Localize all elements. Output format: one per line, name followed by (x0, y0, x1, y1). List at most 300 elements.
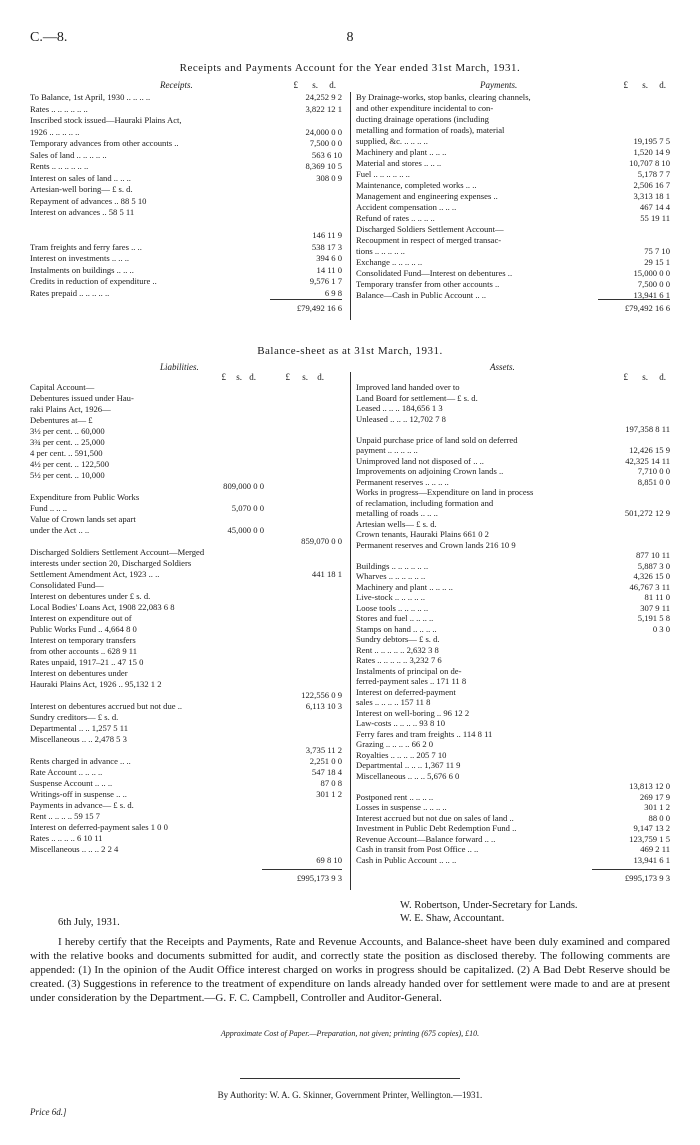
line-text: raki Plains Act, 1926— (30, 404, 111, 414)
receipts-total: £79,492 16 6 (296, 303, 342, 313)
payment-line (356, 158, 670, 168)
pounds-label: £ (623, 80, 628, 90)
asset-line (356, 666, 670, 676)
line-text: Public Works Fund .. 4,664 8 0 (30, 624, 137, 634)
line-amount: 46,767 3 11 (629, 581, 670, 592)
liability-line (30, 811, 342, 821)
line-amount: 1,520 14 9 (633, 147, 670, 157)
line-amount: 75 7 10 (644, 246, 670, 256)
line-text: Rates .. .. .. .. 6 10 11 (30, 833, 103, 843)
line-amount: 7,500 0 0 (309, 138, 342, 148)
line-text: Credits in reduction of expenditure .. (30, 276, 157, 286)
balance-divider (350, 372, 351, 890)
line-amount: 197,358 8 11 (625, 424, 670, 434)
page-number: 8 (346, 30, 354, 45)
payments-total-row (598, 303, 670, 313)
liability-line (30, 514, 342, 524)
asset-line (356, 624, 670, 634)
asset-line (356, 750, 670, 760)
line-text: Stores and fuel .. .. .. .. (356, 613, 434, 623)
liability-line (30, 844, 342, 854)
paper-cost-note: Approximate Cost of Paper.—Preparation, not given; printing (675 copies), £10. (220, 1029, 480, 1038)
line-text: Hauraki Plains Act, 1926 .. 95,132 1 2 (30, 679, 162, 689)
line-text: Rates unpaid, 1917–21 .. 47 15 0 (30, 657, 144, 667)
line-text: Payments in advance— £ s. d. (30, 800, 134, 810)
line-amount: 8,851 0 0 (637, 476, 670, 487)
line-text: Rents charged in advance .. .. (30, 756, 131, 766)
line-text: Instalments of principal on de- (356, 665, 462, 676)
line-text: Rent .. .. .. .. 59 15 7 (30, 811, 100, 821)
line-amount: 14 11 0 (316, 264, 342, 275)
line-text: Interest on debentures accrued but not due .. (30, 701, 183, 711)
liability-line (30, 646, 342, 656)
line-text: Crown tenants, Hauraki Plains 661 0 2 (356, 529, 489, 539)
line-amount: 88 0 0 (648, 812, 670, 823)
line-text: metalling and formation of roads), material (356, 125, 505, 135)
asset-line (356, 424, 670, 434)
payment-line (356, 147, 670, 157)
pounds-label: £ (293, 80, 298, 90)
liability-line (30, 833, 342, 843)
asset-line (356, 844, 670, 854)
line-amount: 13,941 6 1 (633, 854, 670, 865)
asset-line (356, 393, 670, 403)
payment-line (356, 235, 670, 245)
line-text: tions .. .. .. .. .. (356, 246, 405, 256)
payments-subheading: Payments. (480, 80, 518, 90)
payment-line (356, 125, 670, 135)
asset-line (356, 729, 670, 739)
price-note: Price 6d.] (30, 1107, 67, 1117)
line-text: ducting drainage operations (including (356, 114, 489, 124)
line-amount: 55 19 11 (640, 213, 670, 223)
payment-line (356, 103, 670, 113)
asset-line (356, 445, 670, 455)
line-text: Value of Crown lands set apart (30, 514, 136, 524)
asset-line (356, 498, 670, 508)
line-text: Local Bodies' Loans Act, 1908 22,083 6 8 (30, 602, 175, 612)
receipt-line (30, 115, 342, 125)
receipt-line (30, 196, 342, 206)
payment-line (356, 202, 670, 212)
liability-line (30, 734, 342, 744)
line-text: Repayment of advances .. 88 5 10 (30, 195, 147, 206)
line-amount: 45,000 0 0 (227, 525, 264, 535)
line-amount: 12,426 15 9 (629, 445, 670, 455)
assets-total-row (592, 873, 670, 883)
liability-line (30, 855, 342, 865)
line-amount: 87 0 8 (320, 778, 342, 788)
line-text: Discharged Soldiers Settlement Account— (356, 224, 504, 234)
liability-line (30, 591, 342, 601)
liability-line (30, 415, 342, 425)
audit-certificate: I hereby certify that the Receipts and Payments, Rate and Revenue Accounts, and Balance-sheet have been duly examined and compared with the relative books and documents submitted for audit, and correctly state the position as disclosed thereby. The following comments are appended: (1) In the opinion of the Audit Office interest charged on works in progress should be capitalized. (2) A Bad Debt Reserve should be created. (3) Suggestions in reference to the treatment of expenditure on lands already handed over for settlement were made to and are at present under consideration by the Department.—G. F. C. Campbell, Controller and Auditor-General. (30, 936, 670, 1004)
liability-line (30, 481, 342, 491)
line-text: Departmental .. .. 1,257 5 11 (30, 723, 129, 733)
payment-line (356, 92, 670, 102)
receipt-line (30, 150, 342, 160)
receipt-line (30, 288, 342, 298)
line-text: Interest accrued but not due on sales of land .. (356, 812, 514, 823)
payment-line (356, 213, 670, 223)
liability-line (30, 547, 342, 557)
signature-date: 6th July, 1931. (58, 917, 120, 928)
line-text: Interest on expenditure out of (30, 613, 132, 623)
line-text: Instalments on buildings .. .. .. (30, 264, 134, 275)
liability-line (30, 525, 342, 535)
line-text: Works in progress—Expenditure on land in process (356, 487, 534, 497)
asset-line (356, 508, 670, 518)
line-text: Maintenance, completed works .. .. (356, 180, 477, 190)
line-text: Buildings .. .. .. .. .. .. (356, 560, 429, 571)
asset-line (356, 561, 670, 571)
receipt-line (30, 173, 342, 183)
receipt-line (30, 127, 342, 137)
line-text: Law-costs .. .. .. .. 93 8 10 (356, 718, 446, 728)
payment-line (356, 246, 670, 256)
asset-line (356, 813, 670, 823)
liability-line (30, 536, 342, 546)
line-text: Interest on temporary transfers (30, 635, 136, 645)
liability-line (30, 767, 342, 777)
line-amount: 7,500 0 0 (637, 279, 670, 289)
line-text: To Balance, 1st April, 1930 .. .. .. .. (30, 92, 151, 102)
pounds-label: £ (623, 372, 628, 382)
line-text: Grazing .. .. .. .. 66 2 0 (356, 739, 434, 749)
signature-under-secretary: W. Robertson, Under-Secretary for Lands. (400, 900, 578, 911)
liability-line (30, 437, 342, 447)
line-text: Artesian-well boring— £ s. d. (30, 184, 133, 194)
line-amount: 501,272 12 9 (624, 508, 670, 518)
line-amount: 301 1 2 (644, 802, 670, 812)
line-text: Revenue Account—Balance forward .. .. (356, 833, 496, 844)
line-text: under the Act .. .. (30, 525, 90, 535)
line-text: 1926 .. .. .. .. .. (30, 126, 80, 137)
line-text: Interest on sales of land .. .. .. (30, 172, 131, 183)
payment-line (356, 191, 670, 201)
receipt-line (30, 104, 342, 114)
pounds-label: £ (285, 372, 290, 382)
liability-line (30, 679, 342, 689)
asset-line (356, 781, 670, 791)
line-amount: 547 18 4 (311, 767, 342, 777)
asset-line (356, 613, 670, 623)
line-amount: 0 3 0 (652, 623, 670, 634)
line-amount: 2,251 0 0 (309, 756, 342, 766)
receipt-line (30, 92, 342, 102)
line-text: Expenditure from Public Works (30, 492, 140, 502)
liabilities-currency-header (210, 372, 340, 382)
liability-line (30, 822, 342, 832)
asset-line (356, 718, 670, 728)
line-amount: 859,070 0 0 (301, 536, 342, 546)
asset-line (356, 403, 670, 413)
line-text: Refund of rates .. .. .. .. (356, 213, 435, 223)
line-text: Machinery and plant .. .. .. .. (356, 581, 453, 592)
line-amount: 809,000 0 0 (223, 481, 264, 491)
line-amount: 122,556 0 9 (301, 690, 342, 700)
line-amount: 10,707 8 10 (629, 158, 670, 168)
line-amount: 301 1 2 (316, 789, 342, 799)
line-amount: 8,369 10 5 (305, 161, 342, 171)
payment-line (356, 224, 670, 234)
asset-line (356, 414, 670, 424)
line-text: Unpaid purchase price of land sold on deferred (356, 434, 518, 445)
balance-sheet-title: Balance-sheet as at 31st March, 1931. (257, 345, 443, 357)
payments-currency-header (598, 80, 670, 90)
line-text: Rates .. .. .. .. .. .. (30, 103, 88, 114)
line-text: Interest on well-boring .. 96 12 2 (356, 707, 470, 718)
payment-line (356, 180, 670, 190)
asset-line (356, 487, 670, 497)
line-amount: 7,710 0 0 (637, 466, 670, 476)
line-text: 3½ per cent. .. 60,000 (30, 426, 105, 436)
asset-line (356, 456, 670, 466)
asset-line (356, 477, 670, 487)
line-text: Live-stock .. .. .. .. .. (356, 592, 425, 602)
liability-line (30, 503, 342, 513)
receipts-currency-header (268, 80, 340, 90)
line-text: Ferry fares and tram freights .. 114 8 11 (356, 728, 493, 739)
line-amount: 877 10 11 (635, 550, 670, 560)
liability-line (30, 404, 342, 414)
line-text: Postponed rent .. .. .. .. (356, 791, 434, 802)
line-text: Sundry creditors— £ s. d. (30, 712, 119, 722)
pence-label: d. (659, 372, 666, 382)
asset-line (356, 634, 670, 644)
line-amount: 42,325 14 11 (625, 455, 670, 466)
line-amount: 563 6 10 (311, 149, 342, 160)
line-amount: 394 6 0 (316, 253, 342, 263)
line-amount: 15,000 0 0 (633, 268, 670, 278)
liability-line (30, 459, 342, 469)
line-text: supplied, &c. .. .. .. .. (356, 136, 428, 146)
line-amount: 469 2 11 (640, 844, 670, 854)
pence-label: d. (249, 372, 256, 382)
receipt-line (30, 161, 342, 171)
line-text: Stamps on hand .. .. .. .. (356, 623, 437, 634)
asset-line (356, 676, 670, 686)
asset-line (356, 550, 670, 560)
line-text: Interest on deferred-payment sales 1 0 0 (30, 822, 168, 832)
receipt-line (30, 230, 342, 240)
payment-line (356, 279, 670, 289)
line-text: Tram freights and ferry fares .. .. (30, 241, 142, 252)
document-code: C.—8. (30, 30, 68, 45)
payments-total: £79,492 16 6 (624, 303, 670, 313)
pence-label: d. (659, 80, 666, 90)
liabilities-total: £995,173 9 3 (296, 873, 342, 883)
receipt-line (30, 265, 342, 275)
line-text: Rents .. .. .. .. .. .. (30, 161, 89, 171)
line-text: Miscellaneous .. .. .. 2 2 4 (30, 844, 119, 854)
receipt-line (30, 253, 342, 263)
line-text: 5½ per cent. .. 10,000 (30, 470, 105, 480)
line-text: Management and engineering expenses .. (356, 191, 498, 201)
asset-line (356, 823, 670, 833)
line-amount: 4,326 15 0 (633, 571, 670, 581)
line-text: Permanent reserves .. .. .. .. (356, 476, 449, 487)
footer-rule (240, 1078, 460, 1079)
line-amount: 9,576 1 7 (309, 276, 342, 286)
line-text: Suspense Account .. .. .. (30, 778, 113, 788)
receipts-total-row (270, 303, 342, 313)
receipt-line (30, 276, 342, 286)
liability-line (30, 393, 342, 403)
line-text: ferred-payment sales .. 171 11 8 (356, 676, 467, 686)
liability-line (30, 613, 342, 623)
line-amount: 6 9 8 (324, 287, 342, 298)
asset-line (356, 645, 670, 655)
receipt-line (30, 207, 342, 217)
line-text: Balance—Cash in Public Account .. .. (356, 290, 487, 300)
asset-line (356, 708, 670, 718)
printer-authority: By Authority: W. A. G. Skinner, Government Printer, Wellington.—1931. (217, 1090, 483, 1100)
payments-total-rule (598, 299, 670, 300)
asset-line (356, 792, 670, 802)
asset-line (356, 655, 670, 665)
liability-line (30, 558, 342, 568)
line-text: Interest on advances .. 58 5 11 (30, 207, 135, 217)
liability-line (30, 657, 342, 667)
asset-line (356, 687, 670, 697)
asset-line (356, 540, 670, 550)
line-text: Departmental .. .. .. 1,367 11 9 (356, 760, 461, 770)
liability-line (30, 426, 342, 436)
liability-line (30, 569, 342, 579)
payment-line (356, 136, 670, 146)
liability-line (30, 492, 342, 502)
liability-line (30, 712, 342, 722)
line-text: payment .. .. .. .. .. (356, 445, 418, 455)
line-amount: 13,941 6 1 (633, 290, 670, 300)
line-text: Accident compensation .. .. .. (356, 202, 457, 212)
liability-line (30, 580, 342, 590)
line-text: Losses in suspense .. .. .. .. (356, 802, 447, 812)
line-text: Temporary advances from other accounts .. (30, 138, 179, 148)
liability-line (30, 668, 342, 678)
line-text: Rate Account .. .. .. .. (30, 767, 103, 777)
assets-currency-header (598, 372, 670, 382)
line-text: Interest on deferred-payment (356, 686, 456, 697)
asset-line (356, 771, 670, 781)
pence-label: d. (317, 372, 324, 382)
line-amount: 5,887 3 0 (637, 560, 670, 571)
line-amount: 269 17 9 (639, 791, 670, 802)
shillings-label: s. (642, 372, 648, 382)
line-amount: 9,147 13 2 (633, 823, 670, 833)
line-amount: 308 0 9 (316, 172, 342, 183)
line-text: Rent .. .. .. .. .. 2,632 3 8 (356, 644, 439, 655)
liability-line (30, 624, 342, 634)
line-text: Settlement Amendment Act, 1923 .. .. (30, 569, 160, 579)
liability-line (30, 789, 342, 799)
shillings-label: s. (642, 80, 648, 90)
line-text: 3¾ per cent. .. 25,000 (30, 437, 105, 447)
line-amount: 29 15 1 (644, 257, 670, 267)
line-text: Debentures issued under Hau- (30, 393, 134, 403)
line-amount: 441 18 1 (311, 569, 342, 579)
line-text: Rates .. .. .. .. .. 3,232 7 6 (356, 655, 442, 665)
line-amount: 307 9 11 (640, 602, 670, 613)
liability-line (30, 470, 342, 480)
liability-line (30, 778, 342, 788)
line-text: Wharves .. .. .. .. .. .. (356, 571, 426, 581)
account-divider (350, 92, 351, 320)
line-text: Improvements on adjoining Crown lands .. (356, 466, 504, 476)
line-amount: 123,759 1 5 (629, 833, 670, 844)
assets-total: £995,173 9 3 (624, 873, 670, 883)
line-amount: 5,191 5 8 (637, 613, 670, 623)
receipts-title: Receipts and Payments Account for the Year ended 31st March, 1931. (179, 62, 521, 74)
line-text: and other expenditure incidental to con- (356, 103, 494, 113)
line-amount: 19,195 7 5 (633, 136, 670, 146)
asset-line (356, 519, 670, 529)
line-amount: 69 8 10 (316, 855, 342, 865)
line-text: Loose tools .. .. .. .. .. (356, 602, 429, 613)
line-text: of reclamation, including formation and (356, 497, 494, 508)
line-amount: 13,813 12 0 (629, 781, 670, 791)
shillings-label: s. (302, 372, 308, 382)
line-text: Consolidated Fund— (30, 580, 104, 590)
line-text: sales .. .. .. .. 157 11 8 (356, 697, 431, 707)
line-amount: 5,178 7 7 (637, 169, 670, 179)
line-amount: 538 17 3 (311, 241, 342, 252)
line-text: Discharged Soldiers Settlement Account—Merged (30, 547, 205, 557)
line-text: Interest on debentures under £ s. d. (30, 591, 151, 601)
line-amount: 24,252 9 2 (305, 92, 342, 102)
asset-line (356, 435, 670, 445)
line-text: 4½ per cent. .. 122,500 (30, 459, 109, 469)
line-amount: 146 11 9 (312, 230, 342, 240)
line-text: Consolidated Fund—Interest on debentures .. (356, 268, 513, 278)
line-text: Debentures at— £ (30, 415, 93, 425)
signature-accountant: W. E. Shaw, Accountant. (400, 913, 505, 924)
shillings-label: s. (312, 80, 318, 90)
asset-line (356, 592, 670, 602)
line-text: Land Board for settlement— £ s. d. (356, 392, 478, 403)
liabilities-total-rule (262, 869, 342, 870)
line-text: Artesian wells— £ s. d. (356, 518, 437, 529)
line-text: Royalties .. .. .. .. 205 7 10 (356, 749, 447, 760)
line-text: Unimproved land not disposed of .. .. (356, 455, 484, 466)
liability-line (30, 635, 342, 645)
shillings-label: s. (236, 372, 242, 382)
line-amount: 3,313 18 1 (633, 191, 670, 201)
line-text: interests under section 20, Discharged Soldiers (30, 558, 192, 568)
liability-line (30, 690, 342, 700)
asset-line (356, 697, 670, 707)
asset-line (356, 603, 670, 613)
line-amount: 3,822 12 1 (305, 103, 342, 114)
liability-line (30, 448, 342, 458)
pence-label: d. (329, 80, 336, 90)
asset-line (356, 466, 670, 476)
line-text: Cash in transit from Post Office .. .. (356, 844, 479, 854)
line-text: Fund .. .. .. (30, 503, 68, 513)
line-amount: 2,506 16 7 (633, 180, 670, 190)
asset-line (356, 571, 670, 581)
liabilities-total-row (262, 873, 342, 883)
line-text: Interest on debentures under (30, 668, 128, 678)
line-text: Recoupment in respect of merged transac- (356, 235, 502, 245)
liability-line (30, 723, 342, 733)
liability-line (30, 602, 342, 612)
line-text: 4 per cent. .. 591,500 (30, 448, 103, 458)
line-amount: 81 11 0 (644, 592, 670, 602)
line-text: Material and stores .. .. .. (356, 158, 442, 168)
line-text: Machinery and plant .. .. .. (356, 147, 447, 157)
